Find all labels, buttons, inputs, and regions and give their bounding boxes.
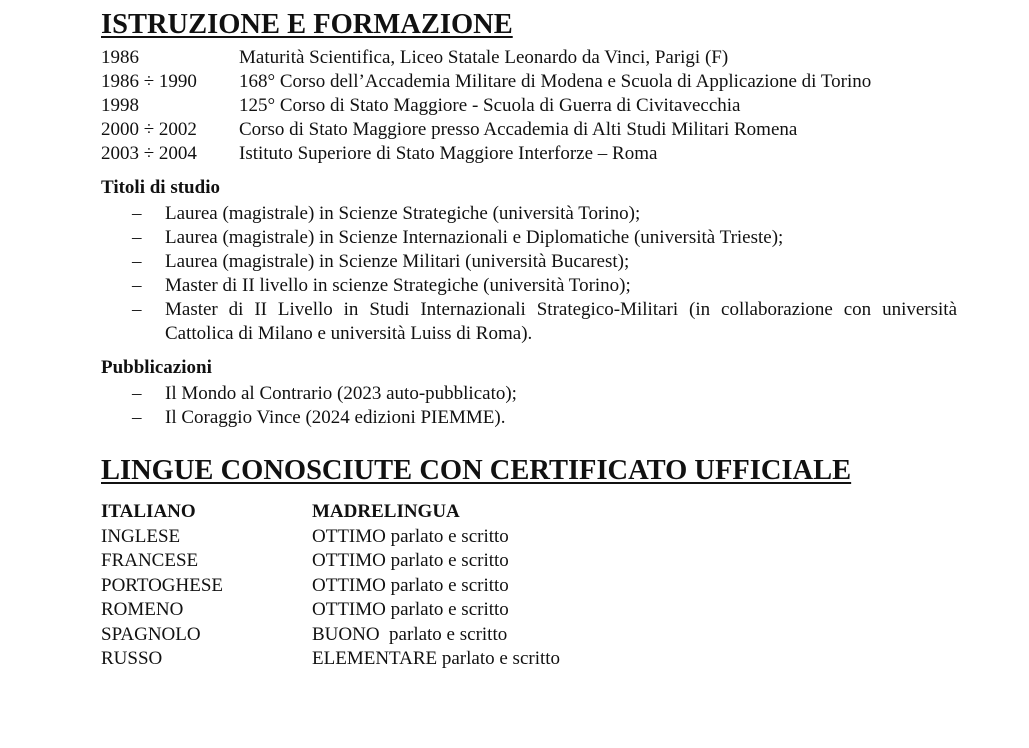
list-item	[101, 382, 961, 406]
education-row	[101, 94, 961, 118]
language-row	[101, 598, 961, 623]
dash-bullet: –	[132, 203, 142, 224]
language-level: BUONO parlato e scritto	[312, 623, 508, 645]
publication-text: Il Mondo al Contrario (2023 auto-pubblicato);	[165, 383, 517, 404]
list-item	[101, 250, 961, 274]
language-name: SPAGNOLO	[101, 623, 201, 645]
language-row	[101, 525, 961, 550]
degree-text: Master di II livello in scienze Strategiche (università Torino);	[165, 275, 631, 296]
language-level: OTTIMO parlato e scritto	[312, 550, 509, 571]
section-spacer	[101, 430, 961, 456]
dash-bullet: –	[132, 227, 142, 248]
dash-bullet: –	[132, 407, 142, 428]
publications-list	[101, 382, 961, 430]
education-description: 168° Corso dell’Accademia Militare di Modena e Scuola di Applicazione di Torino	[239, 71, 872, 92]
cv-page	[101, 10, 961, 672]
degrees-heading: Titoli di studio	[101, 177, 220, 198]
list-item	[101, 298, 961, 346]
dash-bullet: –	[132, 275, 142, 296]
language-level: OTTIMO parlato e scritto	[312, 525, 509, 547]
language-name: ITALIANO	[101, 501, 196, 522]
degree-text: Master di II Livello in Studi Internazionali Strategico-Militari (in collaborazione con università Cattolica di Milano e università Luiss di Roma).	[165, 299, 957, 344]
language-name: ROMENO	[101, 599, 184, 620]
education-row	[101, 70, 961, 94]
education-list	[101, 46, 961, 166]
languages-table	[101, 500, 961, 672]
languages-section-title: LINGUE CONOSCIUTE CON CERTIFICATO UFFICIALE	[101, 455, 852, 486]
education-date: 1998	[101, 95, 139, 116]
education-section-title: ISTRUZIONE E FORMAZIONE	[101, 9, 513, 40]
degrees-list	[101, 202, 961, 346]
education-row	[101, 118, 961, 142]
language-name: PORTOGHESE	[101, 574, 224, 596]
publications-heading: Pubblicazioni	[101, 357, 212, 378]
list-item	[101, 202, 961, 226]
list-item	[101, 226, 961, 250]
language-row-native	[101, 500, 961, 525]
language-name: INGLESE	[101, 525, 181, 547]
language-level: MADRELINGUA	[312, 501, 460, 522]
education-date: 2000 ÷ 2002	[101, 119, 197, 140]
language-row	[101, 623, 961, 648]
language-name: RUSSO	[101, 648, 163, 669]
education-date: 1986	[101, 47, 139, 68]
education-row	[101, 46, 961, 70]
education-description: Corso di Stato Maggiore presso Accademia di Alti Studi Militari Romena	[239, 119, 798, 140]
education-date: 2003 ÷ 2004	[101, 143, 197, 164]
language-level: ELEMENTARE parlato e scritto	[312, 648, 561, 669]
language-row	[101, 647, 961, 672]
language-row	[101, 549, 961, 574]
education-description: 125° Corso di Stato Maggiore - Scuola di Guerra di Civitavecchia	[239, 95, 741, 116]
language-level: OTTIMO parlato e scritto	[312, 574, 509, 596]
education-description: Istituto Superiore di Stato Maggiore Interforze – Roma	[239, 143, 658, 164]
dash-bullet: –	[132, 383, 142, 404]
list-item	[101, 274, 961, 298]
degree-text: Laurea (magistrale) in Scienze Internazionali e Diplomatiche (università Trieste);	[165, 227, 784, 248]
language-row	[101, 574, 961, 599]
publication-text: Il Coraggio Vince (2024 edizioni PIEMME).	[165, 407, 506, 428]
list-item	[101, 406, 961, 430]
degree-text: Laurea (magistrale) in Scienze Strategiche (università Torino);	[165, 203, 641, 224]
language-level: OTTIMO parlato e scritto	[312, 599, 509, 620]
language-name: FRANCESE	[101, 550, 199, 571]
dash-bullet: –	[132, 251, 142, 272]
education-row	[101, 142, 961, 166]
education-description: Maturità Scientifica, Liceo Statale Leonardo da Vinci, Parigi (F)	[239, 47, 729, 68]
education-date: 1986 ÷ 1990	[101, 71, 197, 92]
dash-bullet: –	[132, 299, 142, 320]
degree-text: Laurea (magistrale) in Scienze Militari (università Bucarest);	[165, 251, 630, 272]
